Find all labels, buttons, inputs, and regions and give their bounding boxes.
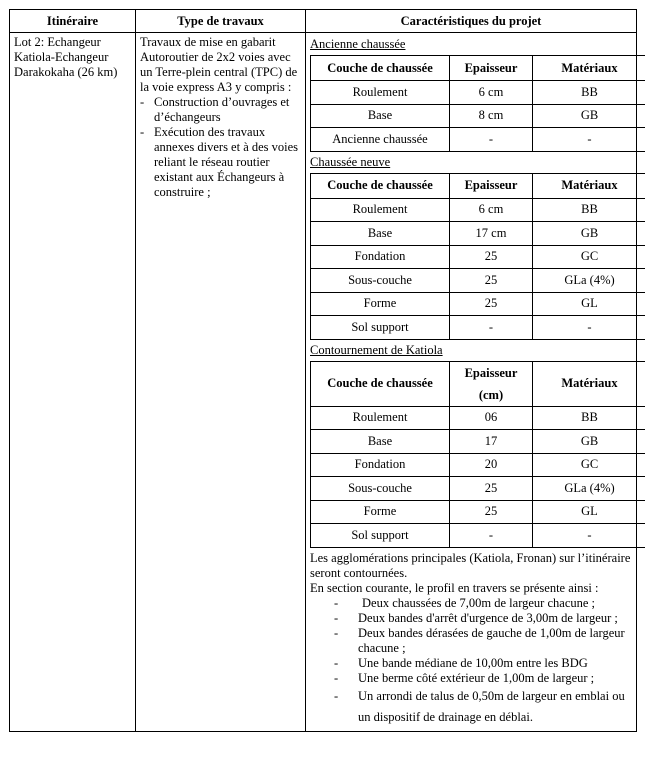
list-item: - Un arrondi de talus de 0,50m de largeur en emblai ou un dispositif de drainage en déblai. xyxy=(310,686,632,730)
table-cell: Roulement xyxy=(311,81,450,105)
table-cell: - xyxy=(533,524,645,548)
col-epaisseur: Epaisseur xyxy=(450,56,533,81)
table-cell: - xyxy=(533,128,645,152)
table-row xyxy=(311,524,645,548)
table-row xyxy=(311,128,645,152)
table-cell: Forme xyxy=(311,500,450,524)
table-cell: Fondation xyxy=(311,453,450,477)
table-row xyxy=(311,316,645,340)
list-item: - Construction d’ouvrages et d’échangeurs xyxy=(140,95,301,125)
table-header-row xyxy=(311,173,645,198)
table-row xyxy=(311,406,645,430)
table-cell: - xyxy=(450,316,533,340)
contournement-table xyxy=(310,361,645,548)
table-cell: GB xyxy=(533,222,645,246)
chaussee-neuve-title: Chaussée neuve xyxy=(310,154,391,169)
table-row xyxy=(311,269,645,293)
table-cell: 25 xyxy=(450,477,533,501)
table-cell: GC xyxy=(533,245,645,269)
table-cell: - xyxy=(533,316,645,340)
table-cell: Sous-couche xyxy=(311,269,450,293)
col-couche: Couche de chaussée xyxy=(311,56,450,81)
table-cell: 17 cm xyxy=(450,222,533,246)
list-item: - Exécution des travaux annexes divers et à des voies reliant le réseau routier existant aux Échangeurs à construire ; xyxy=(140,125,301,200)
profil-list xyxy=(310,596,632,730)
col-epaisseur xyxy=(450,361,533,406)
table-cell: 25 xyxy=(450,245,533,269)
header-itineraire: Itinéraire xyxy=(10,10,136,33)
profil-section xyxy=(310,551,632,730)
table-header-row xyxy=(311,361,645,406)
table-cell: - xyxy=(450,524,533,548)
table-row xyxy=(311,222,645,246)
lot-row xyxy=(10,33,637,732)
caracteristiques-cell xyxy=(306,33,637,732)
table-cell: BB xyxy=(533,198,645,222)
table-cell: GB xyxy=(533,104,645,128)
col-epaisseur: Epaisseur xyxy=(450,173,533,198)
table-cell: GL xyxy=(533,292,645,316)
ancienne-chaussee-table xyxy=(310,55,645,152)
header-row xyxy=(10,10,637,33)
table-cell: Roulement xyxy=(311,406,450,430)
list-item: - Deux chaussées de 7,00m de largeur chacune ; xyxy=(310,596,632,611)
col-couche: Couche de chaussée xyxy=(311,173,450,198)
table-row xyxy=(311,292,645,316)
ancienne-chaussee-title: Ancienne chaussée xyxy=(310,37,406,51)
table-cell: 25 xyxy=(450,269,533,293)
table-row xyxy=(311,477,645,501)
table-cell: Base xyxy=(311,222,450,246)
table-row xyxy=(311,245,645,269)
table-row xyxy=(311,104,645,128)
table-row xyxy=(311,453,645,477)
project-table xyxy=(9,9,637,732)
col-epaisseur-unit: (cm) xyxy=(478,387,504,402)
list-item: - Une bande médiane de 10,00m entre les BDG xyxy=(310,656,632,671)
table-cell: 25 xyxy=(450,292,533,316)
table-cell: Fondation xyxy=(311,245,450,269)
list-item: - Une berme côté extérieur de 1,00m de largeur ; xyxy=(310,671,632,686)
table-cell: Roulement xyxy=(311,198,450,222)
type-travaux-cell xyxy=(136,33,306,732)
contournement-title: Contournement de Katiola xyxy=(310,342,443,357)
profil-paragraph-2: En section courante, le profil en travers se présente ainsi : xyxy=(310,580,599,595)
profil-paragraph-1: Les agglomérations principales (Katiola, Fronan) sur l’itinéraire seront contournées. xyxy=(310,550,631,580)
itineraire-cell: Lot 2: Echangeur Katiola-Echangeur Darakokaha (26 km) xyxy=(10,33,136,732)
table-cell: - xyxy=(450,128,533,152)
table-row xyxy=(311,81,645,105)
chaussee-neuve-table xyxy=(310,173,645,340)
list-item: - Deux bandes d'arrêt d'urgence de 3,00m de largeur ; xyxy=(310,611,632,626)
table-cell: 6 cm xyxy=(450,81,533,105)
table-row xyxy=(311,198,645,222)
table-cell: Ancienne chaussée xyxy=(311,128,450,152)
type-travaux-intro: Travaux de mise en gabarit Autoroutier de 2x2 voies avec un Terre-plein central (TPC) de la voie express A3 y compris : xyxy=(140,35,298,94)
table-header-row xyxy=(311,56,645,81)
table-row xyxy=(311,500,645,524)
col-couche: Couche de chaussée xyxy=(311,361,450,406)
table-cell: 8 cm xyxy=(450,104,533,128)
table-cell: Sous-couche xyxy=(311,477,450,501)
table-cell: GLa (4%) xyxy=(533,477,645,501)
col-materiaux: Matériaux xyxy=(533,361,645,406)
header-type-travaux: Type de travaux xyxy=(136,10,306,33)
table-cell: Base xyxy=(311,430,450,454)
col-materiaux: Matériaux xyxy=(533,173,645,198)
table-cell: 17 xyxy=(450,430,533,454)
col-epaisseur-label: Epaisseur xyxy=(464,365,518,380)
table-cell: GL xyxy=(533,500,645,524)
type-travaux-list xyxy=(140,95,301,200)
table-cell: 6 cm xyxy=(450,198,533,222)
table-cell: BB xyxy=(533,406,645,430)
table-cell: Sol support xyxy=(311,524,450,548)
table-cell: GC xyxy=(533,453,645,477)
table-row xyxy=(311,430,645,454)
table-cell: GLa (4%) xyxy=(533,269,645,293)
list-item: - Deux bandes dérasées de gauche de 1,00m de largeur chacune ; xyxy=(310,626,632,656)
col-materiaux: Matériaux xyxy=(533,56,645,81)
table-cell: 20 xyxy=(450,453,533,477)
table-cell: Base xyxy=(311,104,450,128)
table-cell: GB xyxy=(533,430,645,454)
table-cell: Forme xyxy=(311,292,450,316)
table-cell: BB xyxy=(533,81,645,105)
table-cell: 06 xyxy=(450,406,533,430)
table-cell: Sol support xyxy=(311,316,450,340)
header-caracteristiques: Caractéristiques du projet xyxy=(306,10,637,33)
table-cell: 25 xyxy=(450,500,533,524)
